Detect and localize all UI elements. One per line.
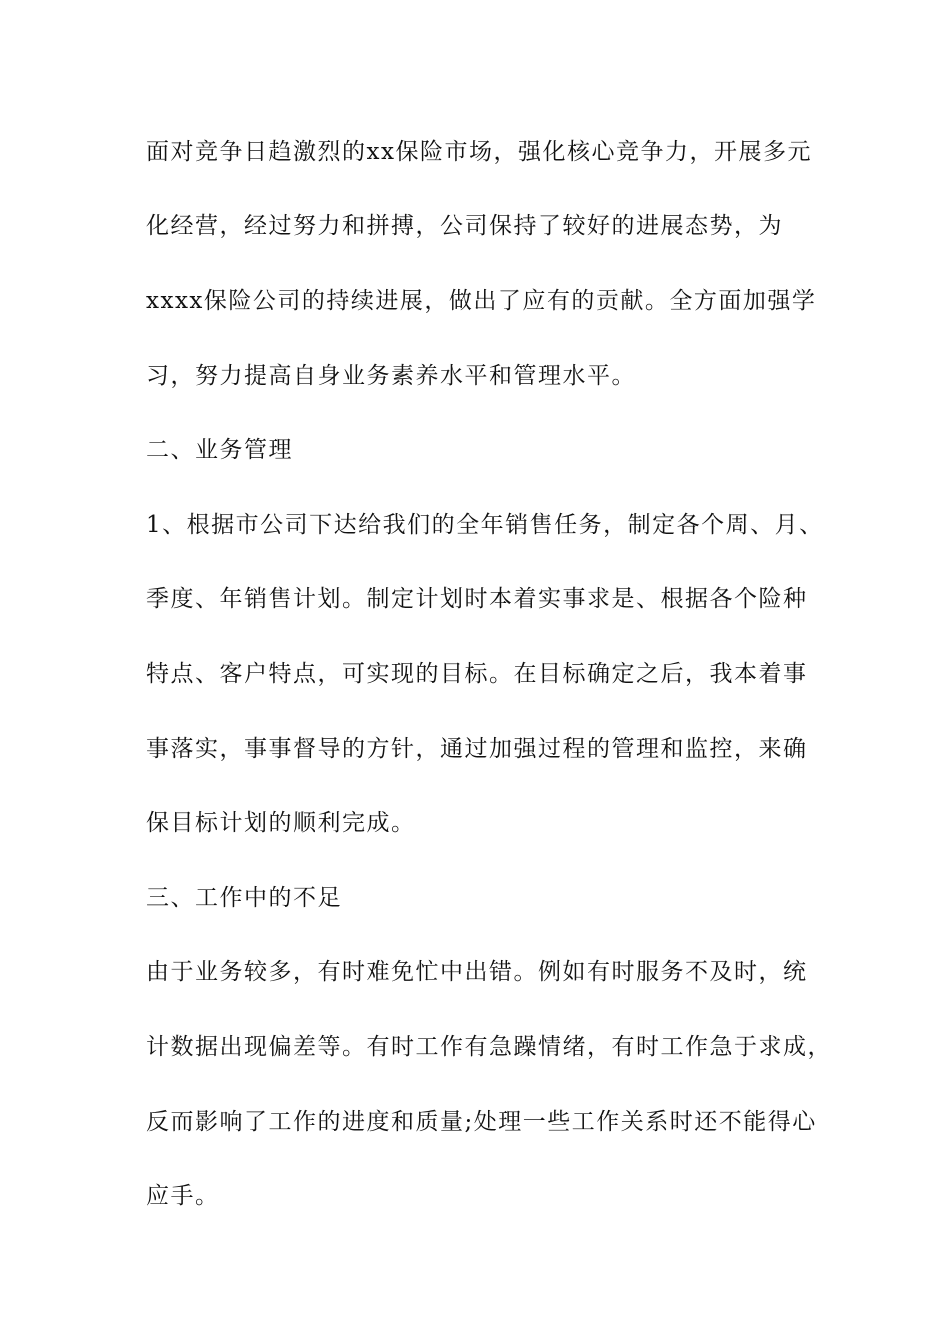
paragraph-line: 习，努力提高自身业务素养水平和管理水平。: [146, 363, 636, 389]
paragraph-line: 事落实，事事督导的方针，通过加强过程的管理和监控，来确: [146, 736, 808, 762]
paragraph-line: 特点、客户特点，可实现的目标。在目标确定之后，我本着事: [146, 661, 808, 687]
paragraph-line: 1、根据市公司下达给我们的全年销售任务，制定各个周、月、: [146, 512, 824, 538]
paragraph-line: 应手。: [146, 1183, 220, 1209]
paragraph-line: 由于业务较多，有时难免忙中出错。例如有时服务不及时，统: [146, 959, 808, 985]
paragraph-line: xxxx保险公司的持续进展，做出了应有的贡献。全方面加强学: [146, 288, 817, 314]
paragraph-line: 反而影响了工作的进度和质量;处理一些工作关系时还不能得心: [146, 1109, 817, 1135]
paragraph-line: 计数据出现偏差等。有时工作有急躁情绪，有时工作急于求成，: [146, 1034, 832, 1060]
paragraph-line: 保目标计划的顺利完成。: [146, 810, 416, 836]
paragraph-line: 季度、年销售计划。制定计划时本着实事求是、根据各个险种: [146, 586, 808, 612]
paragraph-line: 化经营，经过努力和拼搏，公司保持了较好的进展态势，为: [146, 213, 783, 239]
section-heading-business-management: 二、业务管理: [146, 437, 293, 463]
section-heading-shortcomings: 三、工作中的不足: [146, 885, 342, 911]
paragraph-line: 面对竞争日趋激烈的xx保险市场，强化核心竞争力，开展多元: [146, 139, 812, 165]
